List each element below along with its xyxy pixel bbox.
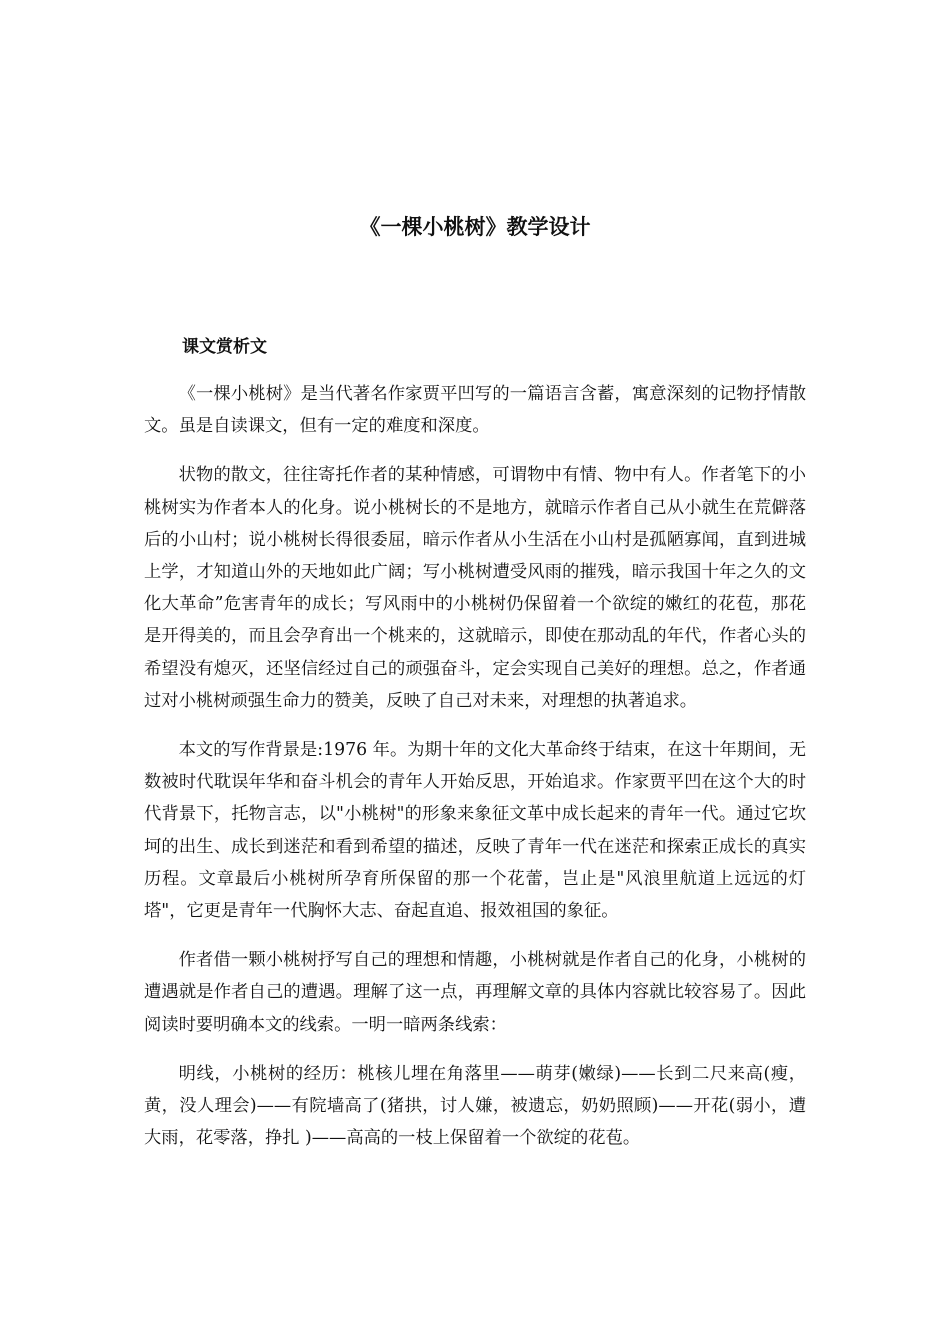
paragraph-intro: 《一棵小桃树》是当代著名作家贾平凹写的一篇语言含蓄，寓意深刻的记物抒情散文。虽是自读课文，但有一定的难度和深度。 [144, 384, 806, 437]
section-heading: 课文赏析文 [182, 337, 267, 357]
paragraph-analysis: 状物的散文，往往寄托作者的某种情感，可谓物中有情、物中有人。作者笔下的小桃树实为作者本人的化身。说小桃树长的不是地方，就暗示作者自己从小就生在荒僻落后的小山村；说小桃树长得很委屈，暗示作者从小生活在小山村是孤陋寡闻，直到进城上学，才知道山外的天地如此广阔；写小桃树遭受风雨的摧残，暗示我国十年之久的文化大革命”危害青年的成长；写风雨中的小桃树仍保留着一个欲绽的嫩红的花苞，那花是开得美的，而且会孕育出一个桃来的，这就暗示，即使在那动乱的年代，作者心头的希望没有熄灭，还坚信经过自己的顽强奋斗，定会实现自己美好的理想。总之，作者通过对小桃树顽强生命力的赞美，反映了自己对未来，对理想的执著追求。 [144, 465, 806, 711]
paragraph-explicit-clue: 明线，小桃树的经历：桃核儿埋在角落里——萌芽(嫩绿)——长到二尺来高(瘦，黄，没人理会)——有院墙高了(猪拱，讨人嫌，被遗忘，奶奶照顾)——开花(弱小，遭大雨，花零落，挣扎 )——高高的一枝上保留着一个欲绽的花苞。 [144, 1063, 806, 1149]
document-title: 《一棵小桃树》教学设计 [359, 215, 591, 239]
paragraph-background: 本文的写作背景是:1976 年。为期十年的文化大革命终于结束，在这十年期间，无数被时代耽误年华和奋斗机会的青年人开始反思，开始追求。作家贾平凹在这个大的时代背景下，托物言志，以"小桃树"的形象来象征文革中成长起来的青年一代。通过它坎坷的出生、成长到迷茫和看到希望的描述，反映了青年一代在迷茫和探索正成长的真实历程。文章最后小桃树所孕育所保留的那一个花蕾，岂止是"风浪里航道上远远的灯塔"，它更是青年一代胸怀大志、奋起直追、报效祖国的象征。 [144, 740, 806, 922]
document-body [144, 378, 806, 1171]
paragraph-clues: 作者借一颗小桃树抒写自己的理想和情趣，小桃树就是作者自己的化身，小桃树的遭遇就是作者自己的遭遇。理解了这一点，再理解文章的具体内容就比较容易了。因此阅读时要明确本文的线索。一明一暗两条线索： [144, 950, 806, 1035]
